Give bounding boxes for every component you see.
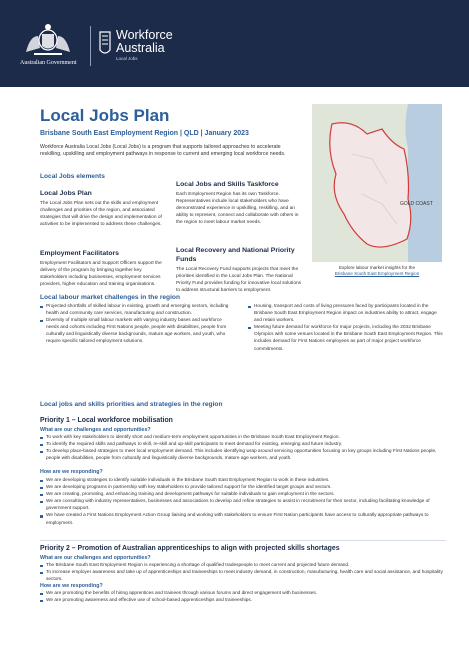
local-jobs-plan-title: Local Jobs Plan: [40, 190, 92, 197]
list-item: We are developing strategies to identify suitable individuals in the Brisbane South East Employment Region to work in these industries.: [40, 477, 446, 484]
list-item: Housing, transport and costs of living pressures faced by participants located in the Brisbane South East Employment Region impact on industries ability to attract, engage and retain workers.: [248, 303, 444, 324]
region-map: [312, 104, 442, 262]
section-divider: [40, 540, 446, 541]
brand-subtitle: Local Jobs: [116, 56, 138, 61]
priority-2-challenges-list: [40, 562, 446, 583]
priority-1-response-list: [40, 477, 446, 527]
taskforce-title: Local Jobs and Skills Taskforce: [176, 181, 279, 188]
coat-of-arms-icon: [20, 22, 76, 62]
local-jobs-plan-text: The Local Jobs Plan sets out the skills and employment challenges and priorities of the region, and associated strategies that will drive the design and implementation of activities to be implemented to address these challenges.: [40, 201, 162, 228]
challenges-list-right: [248, 303, 444, 353]
challenges-list-left: [40, 303, 235, 346]
list-item: Meeting future demand for workforce for major projects, including the 2032 Brisbane Olympics with some venues located in the Brisbane South East Employment Region. This includes demand for First Nations employees as part of major project workforce commitments.: [248, 324, 444, 352]
map-region-link[interactable]: Brisbane South East Employment Region: [334, 271, 420, 277]
list-item: To identify the required skills and pathways to skill, re-skill and up-skill participants to meet demand for existing, emerging and future industry.: [40, 441, 446, 448]
priorities-heading: Local jobs and skills priorities and strategies in the region: [40, 401, 223, 408]
list-item: To work with key stakeholders to identify short and medium-term employment opportunities in the Brisbane South East Employment Region.: [40, 434, 446, 441]
priority-1-title: Priority 1 – Local workforce mobilisation: [40, 417, 173, 424]
facilitators-title: Employment Facilitators: [40, 250, 119, 257]
page-header: [0, 0, 469, 87]
list-item: We are creating, promoting, and enhancing training and development pathways for suitable individuals to gain employment in the sectors.: [40, 491, 446, 498]
priority-2-response-label: How are we responding?: [40, 583, 103, 589]
priority-2-challenges-label: What are our challenges and opportunities?: [40, 555, 151, 561]
priority-1-response-label: How are we responding?: [40, 469, 103, 475]
header-divider: [90, 26, 91, 66]
recovery-fund-text: The Local Recovery Fund supports projects that meet the priorities identified in the Local Jobs Plan. The National Priority Fund provides funding for innovative local solutions to address structural barriers to employment.: [176, 267, 302, 294]
priority-2-response-list: [40, 590, 446, 604]
taskforce-text: Each Employment Region has its own Taskforce. Representatives include local stakeholders who have demonstrated experience in upskilling, reskilling, and an ability to represent, connect and collaborate with others in the region to meet labour market needs.: [176, 192, 299, 226]
list-item: Projected shortfalls of skilled labour in existing, growth and emerging sectors, including health and community care services, manufacturing and construction.: [40, 303, 235, 317]
intro-paragraph: Workforce Australia Local Jobs (Local Jobs) is a program that supports tailored approaches to accelerate reskilling, upskilling and employment pathways in response to current and emerging local workforce needs.: [40, 144, 286, 157]
workforce-australia-logo-icon: [98, 30, 112, 56]
map-label-gold-coast: GOLD COAST: [400, 201, 433, 207]
priority-2-title: Priority 2 – Promotion of Australian apprenticeships to align with projected skills shortages: [40, 545, 340, 552]
brand-title: [116, 29, 173, 55]
facilitators-text: Employment Facilitators and Support Officers support the delivery of the program by bringing together key stakeholders including businesses, employment services providers, higher education and training organisations.: [40, 261, 162, 288]
page-subtitle: Brisbane South East Employment Region | QLD | January 2023: [40, 130, 249, 137]
priority-1-challenges-list: [40, 434, 446, 462]
map-caption: [312, 265, 442, 277]
list-item: We are promoting the benefits of hiring apprentices and trainees through various forums and direct engagement with businesses.: [40, 590, 446, 597]
list-item: We are promoting awareness and effective use of school-based apprenticeships and traineeships.: [40, 597, 446, 604]
recovery-fund-title: Local Recovery and National Priority Funds: [176, 247, 295, 263]
list-item: To develop place-based strategies to meet local employment demand. This includes identifying wrap around servicing opportunities focusing on key groups including First Nations people, people with disabilities, people from culturally and linguistically diverse backgrounds, mature age workers, and youth.: [40, 448, 446, 462]
elements-heading: Local Jobs elements: [40, 173, 105, 180]
list-item: We are developing programs in partnership with key stakeholders to provide tailored support for the identified target groups and sectors.: [40, 484, 446, 491]
list-item: Diversity of multiple small labour markets with varying industry bases and workforce needs and cohorts including First Nations people, people with disabilities, people from culturally and linguistically diverse backgrounds, mature age workers, and youth, who require specific tailored employment solutions.: [40, 317, 235, 345]
challenges-heading: Local labour market challenges in the region: [40, 294, 180, 301]
list-item: We are consulting with industry representatives, businesses and associations to develop and refine strategies to assist in recruitment for their sector, including facilitating knowledge of government support.: [40, 498, 446, 512]
map-caption-text: Explore labour market insights for the: [338, 265, 416, 270]
brand-title-line-1: Workforce: [116, 28, 173, 42]
priority-1-challenges-label: What are our challenges and opportunities?: [40, 427, 151, 433]
list-item: The Brisbane South East Employment Region is experiencing a shortage of qualified tradespeople to meet current and projected future demand.: [40, 562, 446, 569]
gov-text: Australian Government: [20, 60, 77, 66]
page-title: Local Jobs Plan: [40, 106, 170, 125]
brand-title-line-2: Australia: [116, 41, 165, 55]
list-item: We have created a First Nations Employment Action Group liaising and working with stakeholders to ensure First Nation participants have access to culturally appropriate pathways to employment.: [40, 512, 446, 526]
list-item: To increase employer awareness and take up of apprenticeships and traineeships to meet industry demand, in construction, manufacturing, health care and social assistance, and hospitality sectors.: [40, 569, 446, 583]
